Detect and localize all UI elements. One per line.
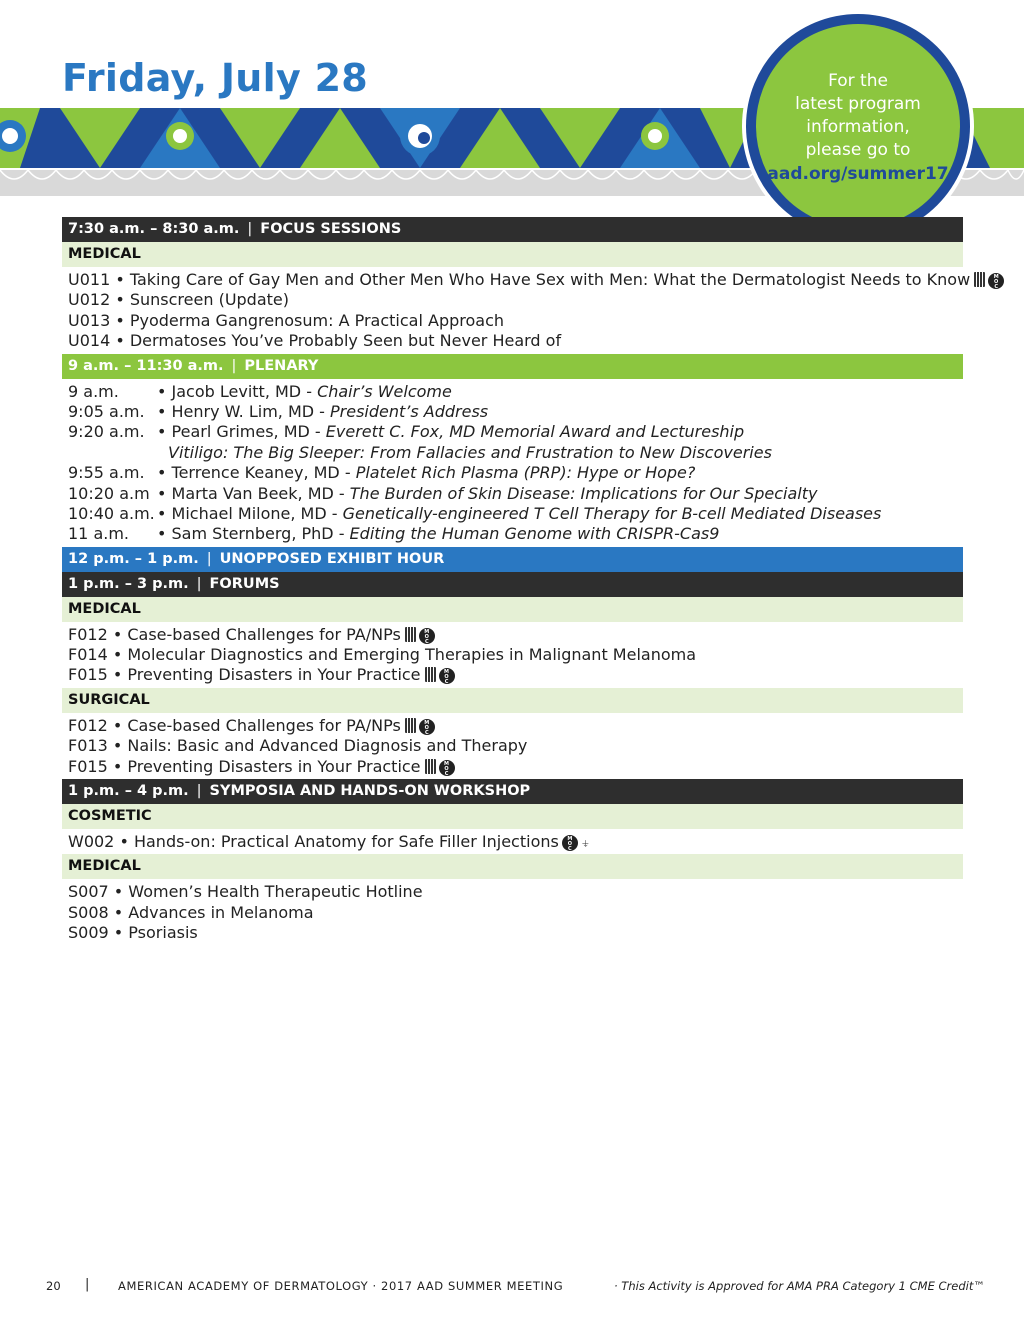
moc-letter: C (444, 770, 449, 777)
footer-cme-note: · This Activity is Approved for AMA PRA Category 1 CME Credit™ (614, 1279, 985, 1293)
plenary-row (68, 463, 963, 483)
moc-icon (439, 668, 455, 684)
moc-letter: O (444, 674, 449, 681)
session-list (62, 829, 963, 854)
subhead-medical: MEDICAL (62, 242, 963, 267)
list-item (68, 832, 963, 852)
moc-letter: M (424, 719, 430, 726)
section-label: PLENARY (244, 357, 319, 374)
list-item: S007 • Women’s Health Therapeutic Hotline (68, 882, 423, 902)
moc-letters (439, 670, 455, 685)
section-time: 1 p.m. – 4 p.m. (68, 783, 189, 800)
plenary-topic: Genetically-engineered T Cell Therapy for B-cell Mediated Diseases (342, 503, 882, 523)
plenary-topic: Everett C. Fox, MD Memorial Award and Lectureship (325, 422, 745, 442)
plenary-time: 9:05 a.m. (68, 401, 145, 421)
book-icon (425, 667, 436, 682)
moc-letter: M (993, 274, 999, 280)
moc-letter: M (424, 628, 430, 635)
section-separator: | (206, 550, 212, 567)
session-title: F015 • Preventing Disasters in Your Practice (68, 665, 421, 685)
moc-letter: C (444, 679, 449, 686)
section-label: FORUMS (209, 575, 280, 592)
badge-line: For the (828, 71, 888, 91)
subhead-medical: MEDICAL (62, 854, 963, 879)
plenary-topic-continuation: Vitiligo: The Big Sleeper: From Fallacies and Frustration to New Discoveries (168, 442, 772, 462)
plenary-topic: President’s Address (330, 401, 489, 421)
plenary-speaker: • Terrence Keaney, MD - (157, 463, 356, 483)
section-bar-forums (62, 572, 963, 597)
page-footer (0, 1279, 1024, 1295)
plenary-speaker: • Pearl Grimes, MD - (157, 422, 326, 442)
plenary-speaker: • Jacob Levitt, MD - (157, 381, 318, 401)
syringe-icon: ⍖ (580, 834, 590, 853)
plenary-list (62, 379, 963, 547)
plenary-row (68, 422, 963, 442)
plenary-time: 9:20 a.m. (68, 422, 145, 442)
session-title: F012 • Case-based Challenges for PA/NPs (68, 715, 401, 735)
page-number: 20 (46, 1279, 61, 1293)
section-time: 12 p.m. – 1 p.m. (68, 550, 199, 567)
plenary-row (68, 402, 963, 422)
session-title: W002 • Hands-on: Practical Anatomy for Safe Filler Injections (68, 832, 559, 852)
moc-letter: C (424, 638, 429, 645)
plenary-row (68, 382, 963, 402)
plenary-row (68, 524, 963, 544)
program-info-badge (742, 10, 974, 242)
section-bar-symposia (62, 779, 963, 804)
moc-icon (988, 273, 1004, 289)
moc-letters (419, 630, 435, 645)
moc-letter: C (994, 284, 999, 290)
schedule (62, 217, 999, 946)
moc-letter: M (444, 669, 450, 676)
plenary-topic: The Burden of Skin Disease: Implications for Our Specialty (349, 483, 818, 503)
section-separator: | (196, 575, 202, 592)
list-item: S008 • Advances in Melanoma (68, 902, 314, 922)
session-title: F015 • Preventing Disasters in Your Practice (68, 756, 421, 776)
plenary-speaker: • Henry W. Lim, MD - (157, 401, 331, 421)
section-bar-exhibit-hour (62, 547, 963, 572)
section-time: 1 p.m. – 3 p.m. (68, 575, 189, 592)
book-icon (974, 272, 985, 287)
moc-letters (562, 837, 578, 852)
section-bar-focus-sessions (62, 217, 963, 242)
subhead-cosmetic: COSMETIC (62, 804, 963, 829)
moc-letter: M (444, 760, 450, 767)
moc-letter: C (424, 729, 429, 736)
footer-meeting-name: AMERICAN ACADEMY OF DERMATOLOGY · 2017 AAD SUMMER MEETING (118, 1279, 564, 1293)
session-title: U011 • Taking Care of Gay Men and Other Men Who Have Sex with Men: What the Dermatologist Needs to Know (68, 270, 971, 289)
plenary-topic: Platelet Rich Plasma (PRP): Hype or Hope? (355, 463, 696, 483)
moc-letter: M (567, 836, 573, 843)
book-icon (425, 759, 436, 774)
section-separator: | (231, 357, 237, 374)
section-separator: | (247, 221, 253, 237)
list-item: F013 • Nails: Basic and Advanced Diagnosis and Therapy (68, 736, 528, 756)
session-list (62, 713, 963, 779)
program-link[interactable]: aad.org/summer17 (767, 164, 949, 184)
plenary-time: 11 a.m. (68, 524, 130, 544)
moc-letter: O (567, 841, 572, 848)
badge-line: please go to (805, 140, 911, 160)
moc-letters (439, 762, 455, 777)
list-item: S009 • Psoriasis (68, 923, 198, 943)
plenary-time: 9:55 a.m. (68, 463, 145, 483)
page-title: Friday, July 28 (62, 56, 369, 100)
plenary-row (68, 504, 963, 524)
moc-icon (439, 760, 455, 776)
plenary-time: 10:20 a.m (68, 483, 150, 503)
book-icon (405, 718, 416, 733)
moc-icon (562, 835, 578, 851)
badge-line: latest program (795, 94, 921, 114)
section-time: 7:30 a.m. – 8:30 a.m. (68, 221, 240, 237)
session-list (62, 622, 963, 688)
session-list (62, 879, 963, 945)
list-item (68, 625, 963, 645)
list-item: U013 • Pyoderma Gangrenosum: A Practical Approach (68, 310, 505, 330)
section-label: SYMPOSIA AND HANDS-ON WORKSHOP (209, 783, 531, 800)
list-item (68, 270, 999, 290)
list-item: U014 • Dermatoses You’ve Probably Seen but Never Heard of (68, 331, 562, 351)
list-item (68, 665, 963, 685)
section-separator: | (196, 783, 202, 800)
list-item: U012 • Sunscreen (Update) (68, 290, 289, 310)
book-icon (405, 627, 416, 642)
plenary-speaker: • Sam Sternberg, PhD - (157, 524, 350, 544)
moc-letters (988, 275, 1004, 290)
badge-line: information, (806, 117, 910, 137)
plenary-speaker: • Marta Van Beek, MD - (157, 483, 350, 503)
plenary-topic: Chair’s Welcome (317, 381, 452, 401)
subhead-surgical: SURGICAL (62, 688, 963, 713)
moc-icon (419, 719, 435, 735)
plenary-row (68, 484, 963, 504)
section-time: 9 a.m. – 11:30 a.m. (68, 357, 224, 374)
list-item (68, 716, 963, 736)
plenary-time: 10:40 a.m. (68, 503, 155, 523)
plenary-topic: Editing the Human Genome with CRISPR-Cas9 (349, 524, 720, 544)
list-item (68, 757, 963, 777)
subhead-medical: MEDICAL (62, 597, 963, 622)
section-bar-plenary (62, 354, 963, 379)
moc-letter: O (424, 724, 429, 731)
list-item: F014 • Molecular Diagnostics and Emerging Therapies in Malignant Melanoma (68, 645, 697, 665)
moc-letter: C (567, 846, 572, 853)
section-label: UNOPPOSED EXHIBIT HOUR (219, 550, 445, 567)
footer-divider: | (85, 1277, 90, 1292)
plenary-time: 9 a.m. (68, 381, 119, 401)
plenary-speaker: • Michael Milone, MD - (157, 503, 343, 523)
moc-letters (419, 721, 435, 736)
section-label: FOCUS SESSIONS (260, 221, 402, 237)
moc-letter: O (994, 279, 999, 285)
moc-letter: O (424, 633, 429, 640)
moc-icon (419, 628, 435, 644)
session-title: F012 • Case-based Challenges for PA/NPs (68, 624, 401, 644)
moc-letter: O (444, 765, 449, 772)
session-list (62, 267, 999, 354)
